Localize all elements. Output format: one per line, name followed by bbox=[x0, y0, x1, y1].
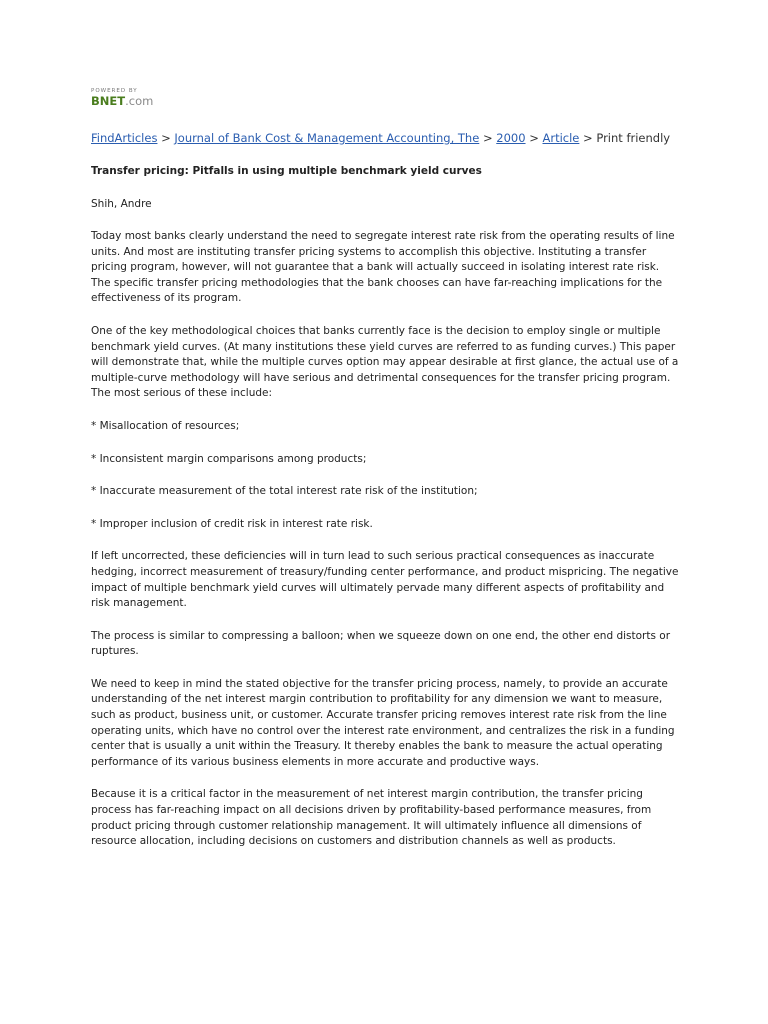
article-paragraph: The process is similar to compressing a balloon; when we squeeze down on one end, the other end distorts or ruptures. bbox=[91, 629, 671, 658]
breadcrumb bbox=[91, 130, 681, 146]
brand-name bbox=[91, 95, 161, 108]
article-author: Shih, Andre bbox=[91, 198, 152, 210]
breadcrumb-link-findarticles[interactable]: FindArticles bbox=[91, 131, 158, 145]
bullet-item: * Inconsistent margin comparisons among products; bbox=[91, 452, 367, 465]
breadcrumb-link-year[interactable]: 2000 bbox=[496, 131, 526, 145]
brand-strong: BNET bbox=[91, 94, 126, 108]
bullet-item: * Inaccurate measurement of the total interest rate risk of the institution; bbox=[91, 485, 478, 498]
breadcrumb-current: Print friendly bbox=[596, 131, 671, 145]
breadcrumb-separator: > bbox=[583, 131, 593, 145]
article-paragraph: Because it is a critical factor in the measurement of net interest margin contribution, the transfer pricing process has far-reaching impact on all decisions driven by profitability-based performance measures, from product pricing through customer relationship management. It will ultimately influence all dimensions of resource allocation, including decisions on customers and distribution channels as well as products. bbox=[91, 788, 652, 848]
article-content bbox=[91, 130, 681, 867]
breadcrumb-separator: > bbox=[482, 131, 493, 145]
breadcrumb-link-article[interactable]: Article bbox=[542, 131, 580, 145]
article-paragraph: We need to keep in mind the stated objective for the transfer pricing process, namely, to provide an accurate understanding of the net interest margin contribution to profitability for any dimension we want to measure, such as product, business unit, or customer. Accurate transfer pricing removes interest rate risk from the line operating units, which have no control over the interest rate environment, and centralizes the risk in a funding center that is usually a unit within the Treasury. It thereby enables the bank to measure the actual operating performance of its various business elements in more accurate and productive ways. bbox=[91, 677, 675, 768]
breadcrumb-separator: > bbox=[529, 131, 539, 145]
bullet-item: * Improper inclusion of credit risk in interest rate risk. bbox=[91, 517, 373, 530]
powered-by-label: POWERED BY bbox=[91, 88, 138, 94]
article-paragraph: If left uncorrected, these deficiencies will in turn lead to such serious practical consequences as inaccurate hedging, incorrect measurement of treasury/funding center performance, and product mispricing. The negative impact of multiple benchmark yield curves will ultimately pervade many different aspects of profitability and risk management. bbox=[91, 550, 679, 610]
breadcrumb-link-journal[interactable]: Journal of Bank Cost & Management Accounting, The bbox=[174, 131, 480, 145]
article-paragraph: One of the key methodological choices that banks currently face is the decision to employ single or multiple benchmark yield curves. (At many institutions these yield curves are referred to as funding curves.) This paper will demonstrate that, while the multiple curves option may appear desirable at first glance, the actual use of a multiple-curve methodology will have serious and detrimental consequences for the transfer pricing program. The most serious of these include: bbox=[91, 324, 679, 400]
article-title: Transfer pricing: Pitfalls in using multiple benchmark yield curves bbox=[91, 165, 482, 177]
bnet-logo[interactable] bbox=[91, 88, 161, 110]
breadcrumb-separator: > bbox=[161, 131, 171, 145]
article-paragraph: Today most banks clearly understand the need to segregate interest rate risk from the operating results of line units. And most are instituting transfer pricing systems to accomplish this objective. Instituting a transfer pricing program, however, will not guarantee that a bank will actually succeed in isolating interest rate risk. The specific transfer pricing methodologies that the bank chooses can have far-reaching implications for the effectiveness of its program. bbox=[91, 230, 675, 305]
bullet-item: * Misallocation of resources; bbox=[91, 419, 240, 432]
brand-suffix: .com bbox=[125, 94, 154, 108]
